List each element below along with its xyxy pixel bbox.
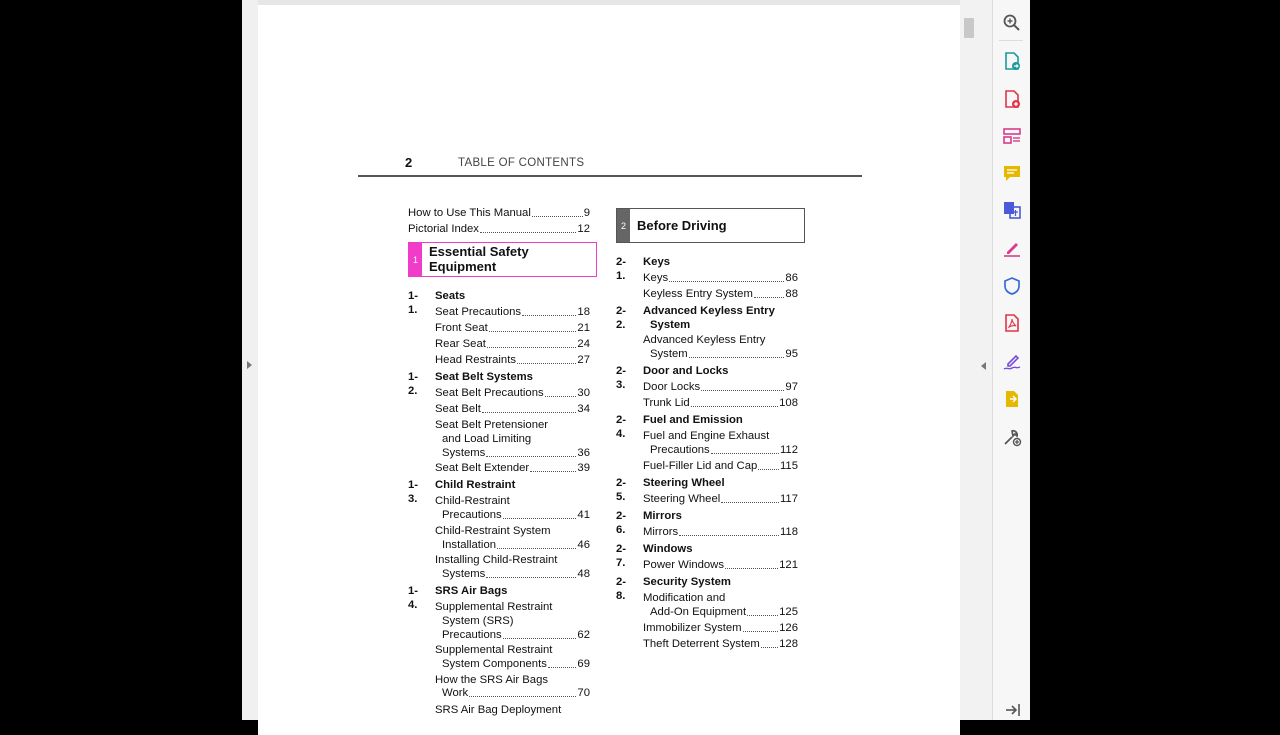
toc-entry[interactable]: [435, 386, 590, 400]
chapter-2-heading[interactable]: [616, 208, 805, 243]
toc-entry-page: 118: [779, 526, 798, 538]
dot-leader: [480, 231, 576, 233]
toc-entry-title-line[interactable]: System (SRS): [442, 615, 514, 627]
toc-entry[interactable]: [442, 508, 590, 522]
translate-icon[interactable]: [1001, 199, 1023, 221]
chapter-1-title-line2: Equipment: [429, 259, 497, 274]
tools-pane: [992, 0, 1030, 720]
toc-entry[interactable]: [643, 459, 798, 473]
toc-entry-page: 39: [577, 462, 590, 474]
toc-entry-title: Seat Belt: [435, 403, 481, 415]
chevron-right-icon[interactable]: [247, 361, 252, 369]
toc-entry-title-line[interactable]: Supplemental Restraint: [435, 644, 553, 656]
page-number: 2: [405, 155, 413, 170]
toc-entry[interactable]: [442, 446, 590, 460]
toc-entry-page: 112: [779, 444, 798, 456]
section-title: Security System: [643, 576, 731, 588]
toc-entry-title: Seat Belt Extender: [435, 462, 530, 474]
toc-entry[interactable]: [643, 396, 798, 410]
toc-entry-title-line[interactable]: How the SRS Air Bags: [435, 674, 549, 686]
dot-leader: [487, 346, 577, 348]
toc-entry-title-line[interactable]: Fuel and Engine Exhaust: [643, 430, 770, 442]
acrobat-pdf-icon[interactable]: [1001, 312, 1023, 334]
toc-entry-title: Door Locks: [643, 381, 701, 393]
toc-entry-title: Seat Precautions: [435, 306, 522, 318]
toc-entry-page: 21: [577, 322, 590, 334]
toc-entry-title-line[interactable]: and Load Limiting: [442, 433, 532, 445]
toc-entry[interactable]: [435, 321, 590, 335]
toc-entry-page: 95: [785, 348, 798, 360]
header-divider: [358, 175, 862, 177]
toc-entry-title: Precautions: [650, 444, 710, 456]
toc-entry-page: 128: [779, 638, 798, 650]
dot-leader: [761, 646, 778, 648]
dot-leader: [758, 468, 779, 470]
section-title: Advanced Keyless Entry: [643, 305, 775, 317]
toc-entry[interactable]: [643, 287, 798, 301]
toc-entry-page: 70: [577, 687, 590, 699]
toc-entry-title: Fuel-Filler Lid and Cap: [643, 460, 758, 472]
toc-entry[interactable]: [643, 558, 798, 572]
toc-entry-title: System Components: [442, 658, 547, 670]
toc-entry[interactable]: [650, 605, 798, 619]
section-number: 2-2.: [616, 305, 627, 331]
toc-entry[interactable]: [643, 637, 798, 651]
toc-entry-title: Keyless Entry System: [643, 288, 753, 300]
toc-entry-title: Precautions: [442, 629, 502, 641]
chevron-left-icon[interactable]: [981, 362, 986, 370]
toc-entry-page: 18: [577, 306, 590, 318]
dot-leader: [503, 517, 577, 519]
section-number: 2-6.: [616, 510, 627, 536]
toc-entry-title: Systems: [442, 568, 486, 580]
toc-entry-page: 62: [577, 629, 590, 641]
section-number: 2-3.: [616, 365, 627, 391]
zoom-icon[interactable]: [1001, 12, 1023, 34]
toc-entry[interactable]: [442, 686, 590, 700]
dot-leader: [754, 296, 785, 298]
toc-entry[interactable]: [442, 628, 590, 642]
toc-entry-page: 69: [577, 658, 590, 670]
toc-entry-page: 24: [577, 338, 590, 350]
toc-entry-page: 125: [779, 606, 798, 618]
toc-entry-title-line[interactable]: Seat Belt Pretensioner: [435, 419, 549, 431]
section-title: Windows: [643, 543, 693, 555]
toc-entry-page: 88: [785, 288, 798, 300]
create-pdf-icon[interactable]: [1001, 88, 1023, 110]
dot-leader: [489, 330, 577, 332]
toc-entry-page: 12: [577, 223, 590, 235]
chapter-2-title: Before Driving: [637, 218, 727, 233]
toc-entry-title: Installation: [442, 539, 497, 551]
toc-entry[interactable]: [643, 525, 798, 539]
dot-leader: [522, 314, 576, 316]
toc-entry[interactable]: [435, 353, 590, 367]
dot-leader: [469, 695, 576, 697]
chapter-1-number: 1: [409, 243, 422, 276]
section-title-line2[interactable]: System: [650, 319, 691, 331]
section-title: Seats: [435, 290, 466, 302]
section-number: 2-7.: [616, 543, 627, 569]
toc-entry[interactable]: [650, 443, 798, 457]
section-title: Steering Wheel: [643, 477, 725, 489]
section-number: 1-3.: [408, 479, 419, 505]
section-title: Seat Belt Systems: [435, 371, 533, 383]
toc-entry-title: Precautions: [442, 509, 502, 521]
left-panel-toggle[interactable]: [242, 0, 258, 720]
toc-entry-page: 115: [779, 460, 798, 472]
dot-leader: [530, 470, 576, 472]
toc-entry-title-line[interactable]: Supplemental Restraint: [435, 601, 553, 613]
toc-entry-page: 34: [577, 403, 590, 415]
dot-leader: [725, 567, 778, 569]
chapter-1-heading[interactable]: [408, 242, 597, 277]
section-number: 2-4.: [616, 414, 627, 440]
dot-leader: [689, 356, 785, 358]
toc-entry-page: 108: [779, 397, 798, 409]
toc-entry[interactable]: [435, 305, 590, 319]
dot-leader: [532, 215, 583, 217]
dot-leader: [743, 630, 779, 632]
toc-entry[interactable]: [643, 492, 798, 506]
toc-entry-title-line[interactable]: Child-Restraint: [435, 495, 510, 507]
toc-entry[interactable]: [643, 621, 798, 635]
organize-pages-icon[interactable]: [1001, 125, 1023, 147]
toc-entry[interactable]: [442, 538, 590, 552]
toc-entry[interactable]: [408, 206, 590, 220]
toc-entry-title: Pictorial Index: [408, 223, 479, 235]
toc-entry[interactable]: [442, 567, 590, 581]
toc-entry-title: Seat Belt Precautions: [435, 387, 544, 399]
section-title: Fuel and Emission: [643, 414, 743, 426]
toc-entry-title-line[interactable]: SRS Air Bag Deployment: [435, 704, 562, 716]
toc-entry-title: Immobilizer System: [643, 622, 742, 634]
pdf-page: [258, 5, 960, 735]
send-for-review-icon[interactable]: [1001, 388, 1023, 410]
toc-entry[interactable]: [650, 347, 798, 361]
chapter-2-number: 2: [617, 209, 630, 242]
toc-entry-page: 9: [583, 207, 590, 219]
toc-entry-title-line[interactable]: Modification and: [643, 592, 726, 604]
scrollbar-thumb[interactable]: [964, 18, 974, 38]
toc-entry[interactable]: [643, 271, 798, 285]
dot-leader: [679, 534, 779, 536]
toc-entry-title: How to Use This Manual: [408, 207, 531, 219]
dot-leader: [669, 280, 784, 282]
toc-entry-title-line[interactable]: Installing Child-Restraint: [435, 554, 558, 566]
toc-entry[interactable]: [408, 222, 590, 236]
dot-leader: [701, 389, 784, 391]
dot-leader: [503, 637, 577, 639]
toc-entry-title: Trunk Lid: [643, 397, 690, 409]
right-panel-toggle[interactable]: [978, 0, 992, 720]
toc-entry-page: 30: [577, 387, 590, 399]
toc-entry[interactable]: [435, 461, 590, 475]
toc-entry[interactable]: [435, 402, 590, 416]
vertical-scrollbar[interactable]: [960, 0, 978, 720]
toc-entry-title: Rear Seat: [435, 338, 486, 350]
toc-entry-page: 126: [779, 622, 798, 634]
dot-leader: [691, 405, 778, 407]
toolbar-divider: [999, 40, 1023, 41]
toc-entry-title: Add-On Equipment: [650, 606, 747, 618]
dot-leader: [517, 362, 576, 364]
fill-sign-icon[interactable]: [1001, 237, 1023, 259]
section-title: Door and Locks: [643, 365, 729, 377]
dot-leader: [486, 576, 576, 578]
section-title: Child Restraint: [435, 479, 516, 491]
toc-entry-title: System: [650, 348, 688, 360]
dot-leader: [545, 395, 577, 397]
dot-leader: [482, 411, 577, 413]
toc-entry-page: 97: [785, 381, 798, 393]
toc-entry-title-line[interactable]: Child-Restraint System: [435, 525, 551, 537]
more-tools-icon[interactable]: [1001, 426, 1023, 448]
section-number: 1-4.: [408, 585, 419, 611]
toc-entry-page: 27: [577, 354, 590, 366]
toc-entry-title: Keys: [643, 272, 669, 284]
toc-entry-title: Head Restraints: [435, 354, 516, 366]
toc-entry[interactable]: [643, 380, 798, 394]
page-header-title: TABLE OF CONTENTS: [458, 157, 585, 169]
section-number: 2-1.: [616, 256, 627, 282]
toc-entry[interactable]: [442, 657, 590, 671]
section-title: Keys: [643, 256, 671, 268]
toc-entry-page: 117: [779, 493, 798, 505]
toc-entry-title-line[interactable]: Advanced Keyless Entry: [643, 334, 766, 346]
toc-entry-title: Power Windows: [643, 559, 724, 571]
protect-icon[interactable]: [1001, 275, 1023, 297]
dot-leader: [711, 452, 779, 454]
section-number: 1-1.: [408, 290, 419, 316]
comment-icon[interactable]: [1001, 162, 1023, 184]
section-number: 2-8.: [616, 576, 627, 602]
toc-entry-page: 121: [779, 559, 798, 571]
toc-entry-page: 41: [577, 509, 590, 521]
toc-entry-page: 36: [577, 447, 590, 459]
toc-entry-title: Front Seat: [435, 322, 488, 334]
request-signature-icon[interactable]: [1001, 350, 1023, 372]
section-number: 2-5.: [616, 477, 627, 503]
dot-leader: [721, 501, 779, 503]
toc-entry-page: 46: [577, 539, 590, 551]
dot-leader: [747, 614, 778, 616]
section-number: 1-2.: [408, 371, 419, 397]
export-pdf-icon[interactable]: [1001, 50, 1023, 72]
toc-entry-page: 48: [577, 568, 590, 580]
toc-entry[interactable]: [435, 337, 590, 351]
section-title: Mirrors: [643, 510, 682, 522]
toc-entry-title: Steering Wheel: [643, 493, 721, 505]
dot-leader: [486, 455, 576, 457]
section-title: SRS Air Bags: [435, 585, 508, 597]
toc-entry-title: Systems: [442, 447, 486, 459]
toc-entry-title: Mirrors: [643, 526, 679, 538]
dot-leader: [497, 547, 576, 549]
toc-entry-title: Work: [442, 687, 469, 699]
collapse-panel-icon[interactable]: [1001, 699, 1023, 721]
dot-leader: [548, 666, 577, 668]
chapter-1-title-line1: Essential Safety: [429, 244, 529, 259]
toc-entry-page: 86: [785, 272, 798, 284]
toc-entry-title: Theft Deterrent System: [643, 638, 760, 650]
